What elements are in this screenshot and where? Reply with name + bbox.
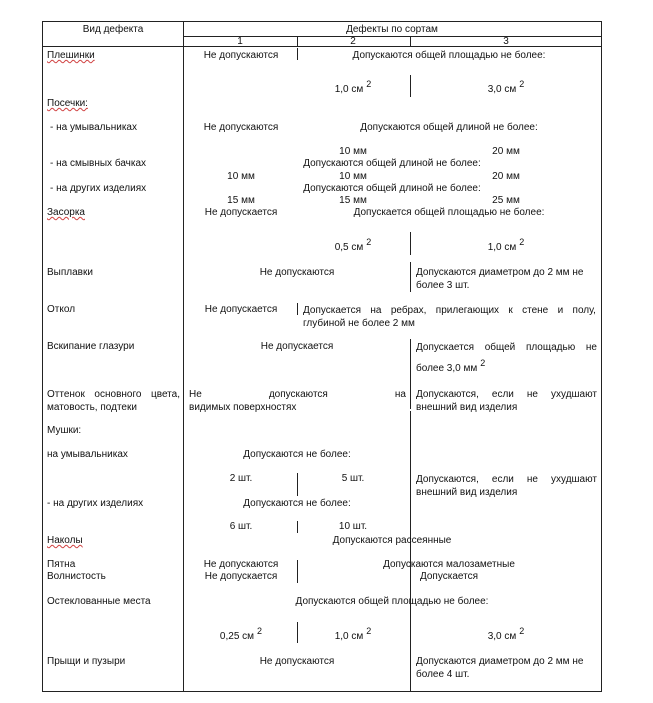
osteklovannye-grade2-value: 1,0 см $^2$	[334, 626, 372, 642]
header-grade-divider-2	[410, 36, 411, 47]
row-name-volnistost: Волнистость	[47, 571, 106, 582]
mushki-umyv-grade3-line2: внешний вид изделия	[416, 487, 518, 498]
pryshchi-grade3-line1: Допускаются диаметром до 2 мм не	[416, 656, 584, 667]
mushki-umyv-grade2-value: 5 шт.	[341, 473, 365, 484]
grade-divider-segment	[410, 262, 411, 292]
grade-divider-segment	[297, 622, 298, 643]
vskipanie-grade3-text	[416, 341, 597, 354]
mushki-umyv-grade3-line1: Допускаются, если не ухудшают	[416, 474, 597, 485]
row-name-vyplavki: Выплавки	[47, 267, 93, 278]
mushki-umyv-grade1-value: 2 шт.	[229, 473, 253, 484]
header-by-grade: Дефекты по сортам	[346, 24, 438, 35]
row-name-mushki-drugie: - на других изделиях	[47, 498, 144, 509]
ottenok-name-line2: матовость, подтеки	[47, 402, 137, 413]
row-name-zasorka: Засорка	[47, 207, 85, 218]
ottenok-grade12-text	[189, 388, 406, 414]
posechki-umyv-grade1: Не допускаются	[203, 122, 279, 133]
pleshinki-grade23: Допускаются общей площадью не более:	[352, 50, 546, 61]
vyplavki-grade12: Не допускаются	[259, 267, 335, 278]
posechki-umyv-grade3-value: 20 мм	[492, 146, 520, 157]
ottenok-grade3-line2: внешний вид изделия	[416, 402, 518, 413]
mushki-drugie-grade12: Допускаются не более:	[243, 498, 351, 509]
row-name-ottenok	[47, 388, 180, 414]
otkol-grade23-line2: глубиной не более 2 мм	[303, 318, 415, 329]
volnistost-grade23: Допускается	[419, 571, 479, 582]
zasorka-grade1: Не допускается	[204, 207, 278, 218]
grade-divider-segment	[297, 560, 298, 583]
table-border-right	[601, 21, 602, 692]
pyatna-grade23: Допускаются малозаметные	[383, 559, 515, 570]
posechki-smyv-label: Допускаются общей длиной не более:	[303, 158, 481, 169]
posechki-drugie-label: Допускаются общей длиной не более:	[303, 183, 481, 194]
grade-divider-segment	[410, 411, 411, 692]
row-name-posechki-smyv: - на смывных бачках	[50, 158, 147, 169]
grade-divider-segment	[410, 339, 411, 409]
osteklovannye-grade1-value: 0,25 см $^2$	[219, 626, 263, 642]
ottenok-grade12-line2: видимых поверхностях	[189, 402, 297, 413]
zasorka-grade2-value: 0,5 см $^2$	[334, 237, 372, 253]
pyatna-grade1: Не допускаются	[203, 559, 279, 570]
pleshinki-grade3-value: 3,0 см $^2$	[487, 79, 525, 95]
posechki-smyv-grade2-value: 10 мм	[339, 171, 367, 182]
grade-divider-segment	[410, 75, 411, 97]
row-name-mushki: Мушки:	[47, 425, 82, 436]
header-grade-2: 2	[350, 36, 356, 47]
posechki-umyv-grade23: Допускаются общей длиной не более:	[360, 122, 538, 133]
vyplavki-grade3-line1: Допускаются диаметром до 2 мм не	[416, 267, 584, 278]
row-name-posechki: Посечки:	[47, 98, 88, 109]
pryshchi-grade12: Не допускаются	[259, 656, 335, 667]
vskipanie-grade12: Не допускается	[260, 341, 334, 352]
row-name-pryshchi: Прыщи и пузыри	[47, 656, 126, 667]
header-grade-1: 1	[237, 36, 243, 47]
row-name-nakoly: Наколы	[47, 535, 83, 546]
posechki-drugie-grade3-value: 25 мм	[492, 195, 520, 206]
row-name-mushki-umyv: на умывальниках	[47, 449, 128, 460]
pryshchi-grade3-line2: более 4 шт.	[416, 669, 470, 680]
table-border-left	[42, 21, 43, 692]
osteklovannye-label: Допускаются общей площадью не более:	[295, 596, 489, 607]
header-defect-type: Вид дефекта	[82, 24, 144, 35]
mushki-drugie-grade1-value: 6 шт.	[229, 521, 253, 532]
row-name-osteklovannye: Остеклованные места	[47, 596, 151, 607]
posechki-drugie-grade1-value: 15 мм	[227, 195, 255, 206]
column-divider-name	[183, 21, 184, 692]
grade-divider-segment	[297, 48, 298, 60]
ottenok-name-line1: Оттенок основного цвета,	[47, 389, 180, 400]
posechki-smyv-grade1-value: 10 мм	[227, 171, 255, 182]
posechki-drugie-grade2-value: 15 мм	[339, 195, 367, 206]
mushki-umyv-grade12: Допускаются не более:	[243, 449, 351, 460]
vskipanie-grade3-line2: более 3,0 мм $^2$	[416, 358, 486, 374]
zasorka-grade23: Допускается общей площадью не более:	[353, 207, 545, 218]
header-divider-grades	[183, 36, 602, 37]
table-border-bottom	[42, 691, 602, 692]
row-name-posechki-umyv: - на умывальниках	[50, 122, 137, 133]
header-grade-divider-1	[297, 36, 298, 47]
ottenok-grade12-line1: Не допускаются на	[189, 389, 406, 400]
grade-divider-segment	[297, 303, 298, 315]
posechki-smyv-grade3-value: 20 мм	[492, 171, 520, 182]
vskipanie-grade3-line1: Допускается общей площадью не	[416, 342, 597, 353]
row-name-otkol: Откол	[47, 304, 76, 315]
grade-divider-segment	[297, 473, 298, 496]
nakoly-all-grades: Допускаются рассеянные	[332, 535, 452, 546]
grade-divider-segment	[297, 521, 298, 533]
header-divider-bottom	[42, 46, 602, 47]
otkol-grade1: Не допускается	[204, 304, 278, 315]
mushki-drugie-grade2-value: 10 шт.	[338, 521, 368, 532]
mushki-umyv-grade3-text	[416, 473, 597, 499]
posechki-umyv-grade2-value: 10 мм	[339, 146, 367, 157]
pleshinki-grade2-value: 1,0 см $^2$	[334, 79, 372, 95]
osteklovannye-grade3-value: 3,0 см $^2$	[487, 626, 525, 642]
row-name-pyatna: Пятна	[47, 559, 76, 570]
zasorka-grade3-value: 1,0 см $^2$	[487, 237, 525, 253]
volnistost-grade1: Не допускается	[204, 571, 278, 582]
header-grade-3: 3	[503, 36, 509, 47]
otkol-grade23-text	[303, 304, 596, 330]
row-name-pleshinki: Плешинки	[47, 50, 95, 61]
vyplavki-grade3-line2: более 3 шт.	[416, 280, 470, 291]
ottenok-grade3-text	[416, 388, 597, 414]
otkol-grade23-line1: Допускается на ребрах, прилегающих к стене и полу,	[303, 305, 596, 316]
table-border-top	[42, 21, 602, 22]
ottenok-grade3-line1: Допускаются, если не ухудшают	[416, 389, 597, 400]
pleshinki-grade1: Не допускаются	[203, 50, 279, 61]
grade-divider-segment	[410, 232, 411, 255]
row-name-vskipanie: Вскипание глазури	[47, 341, 135, 352]
row-name-posechki-drugie: - на других изделиях	[50, 183, 147, 194]
